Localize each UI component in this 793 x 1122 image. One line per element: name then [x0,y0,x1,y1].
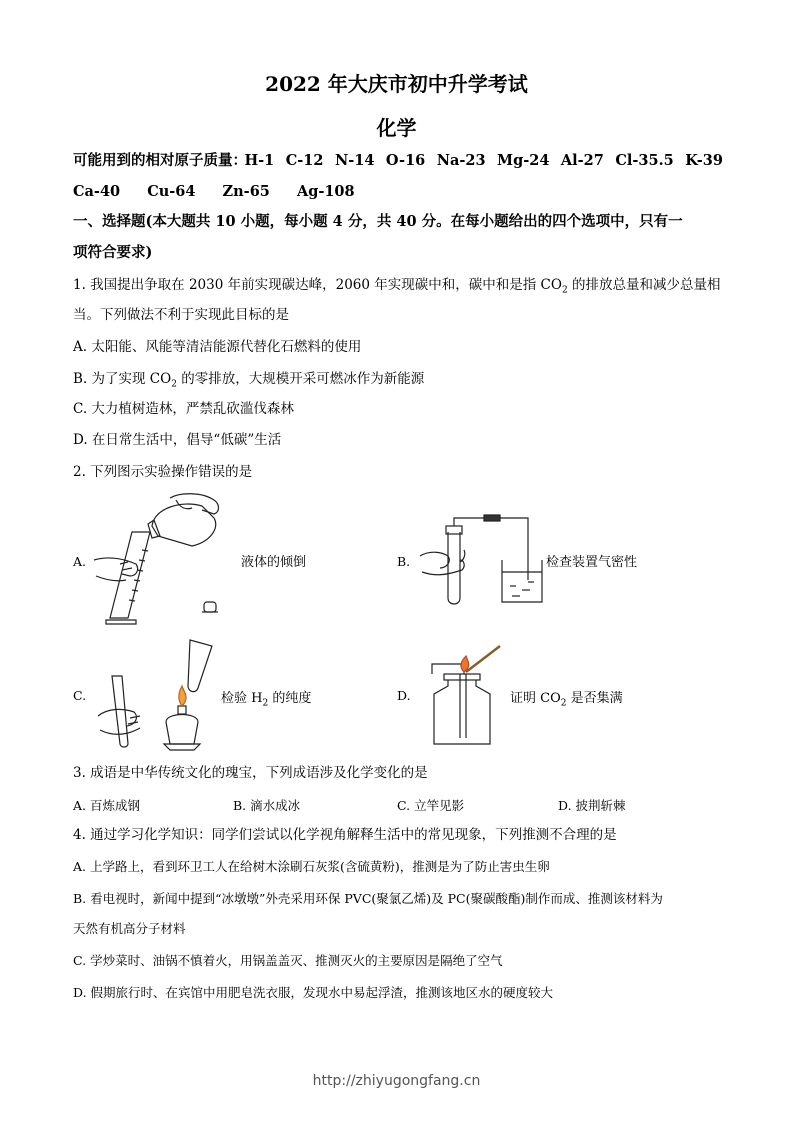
co2-full-test-figure [424,642,504,748]
q2-option-c-caption [221,687,311,709]
q4-option-b-line-2: 天然有机高分子材料 [73,921,186,936]
q1-option-b-subscript: 2 [171,379,177,390]
q2-option-d-caption-sub: 2 [560,698,567,709]
q4-option-c: C. 学炒菜时、油锅不慎着火，用锅盖盖灭、推测灭火的主要原因是隔绝了空气 [73,953,503,968]
section-heading-line-2: 项符合要求) [73,244,153,261]
q2-option-d-caption [510,687,623,709]
atomic-mass-item: K-39 [685,152,723,169]
atomic-mass-item: Mg-24 [497,152,550,169]
q3-option-b: B. 滴水成冰 [233,798,301,813]
atomic-mass-item: C-12 [285,152,324,169]
q4-stem: 4. 通过学习化学知识：同学们尝试以化学视角解释生活中的常见现象，下列推测不合理的是 [73,827,617,843]
q2-option-d-caption-a: 证明 CO [510,691,561,706]
q2-option-c-caption-a: 检验 H [221,691,263,706]
q1-stem-line-2: 当。下列做法不利于实现此目标的是 [73,307,289,323]
q1-stem-line-1 [73,276,723,300]
atomic-mass-item: O-16 [385,152,426,169]
atomic-mass-item: Zn-65 [222,183,270,200]
q2-option-d-caption-b: 是否集满 [566,691,623,706]
q2-option-c-caption-sub: 2 [262,698,269,709]
atomic-mass-item: Ag-108 [296,183,355,200]
atomic-mass-label: 可能用到的相对原子质量： [73,152,247,169]
q1-option-c: C. 大力植树造林，严禁乱砍滥伐森林 [73,401,294,417]
atomic-mass-item: Al-27 [560,152,604,169]
atomic-mass-item: H-1 [244,152,275,169]
hydrogen-purity-test-figure [94,636,224,754]
q2-option-c-letter: C. [73,688,87,703]
q2-stem: 2. 下列图示实验操作错误的是 [73,464,253,480]
q1-option-b-text-a: B. 为了实现 CO [73,371,172,387]
q1-option-a: A. 太阳能、风能等清洁能源代替化石燃料的使用 [73,339,362,355]
q1-stem-text-a: 1. 我国提出争取在 2030 年前实现碳达峰，2060 年实现碳中和，碳中和是指 CO [73,277,562,293]
q1-option-b-text-b: 的零排放，大规模开采可燃冰作为新能源 [176,371,425,387]
q1-stem-subscript: 2 [561,285,568,296]
q4-option-b-line-1: B. 看电视时，新闻中提到“冰墩墩”外壳采用环保 PVC(聚氯乙烯)及 PC(聚碳酸酯)制作而成、推测该材料为 [73,891,663,906]
q2-option-b-letter: B. [397,554,411,569]
q3-option-c: C. 立竿见影 [397,798,465,813]
atomic-mass-item: Na-23 [436,152,486,169]
atomic-mass-item: Cu-64 [147,183,196,200]
q2-option-b-caption: 检查装置气密性 [546,555,638,570]
atomic-mass-row-2 [73,183,723,201]
q2-option-d-letter: D. [397,688,411,703]
q3-stem: 3. 成语是中华传统文化的瑰宝，下列成语涉及化学变化的是 [73,765,428,781]
q1-option-d: D. 在日常生活中，倡导“低碳”生活 [73,432,282,448]
atomic-mass-row-1 [73,152,723,170]
airtightness-check-figure [418,510,548,610]
footer-url[interactable]: http://zhiyugongfang.cn [312,1073,481,1089]
q1-option-b [73,370,723,394]
atomic-mass-item: N-14 [334,152,375,169]
q3-option-d: D. 披荆斩棘 [558,798,626,813]
pouring-liquid-figure [92,490,242,630]
atomic-mass-item: Cl-35.5 [615,152,674,169]
q2-option-a-caption: 液体的倾倒 [241,555,307,570]
q1-stem-text-b: 的排放总量和减少总量相 [567,277,721,293]
exam-title: 2022 年大庆市初中升学考试 [265,72,528,96]
section-heading-line-1: 一、选择题(本大题共 10 小题，每小题 4 分，共 40 分。在每小题给出的四个选项中，只有一 [73,213,683,230]
atomic-mass-item: Ca-40 [73,183,121,200]
q2-option-c-caption-b: 的纯度 [268,691,312,706]
q4-option-d: D. 假期旅行时、在宾馆中用肥皂洗衣服，发现水中易起浮渣，推测该地区水的硬度较大 [73,985,554,1000]
subject-title: 化学 [376,116,417,140]
q2-option-a-letter: A. [73,554,87,569]
q3-option-a: A. 百炼成钢 [73,798,140,813]
q4-option-a: A. 上学路上，看到环卫工人在给树木涂刷石灰浆(含硫黄粉)，推测是为了防止害虫生卵 [73,859,550,874]
